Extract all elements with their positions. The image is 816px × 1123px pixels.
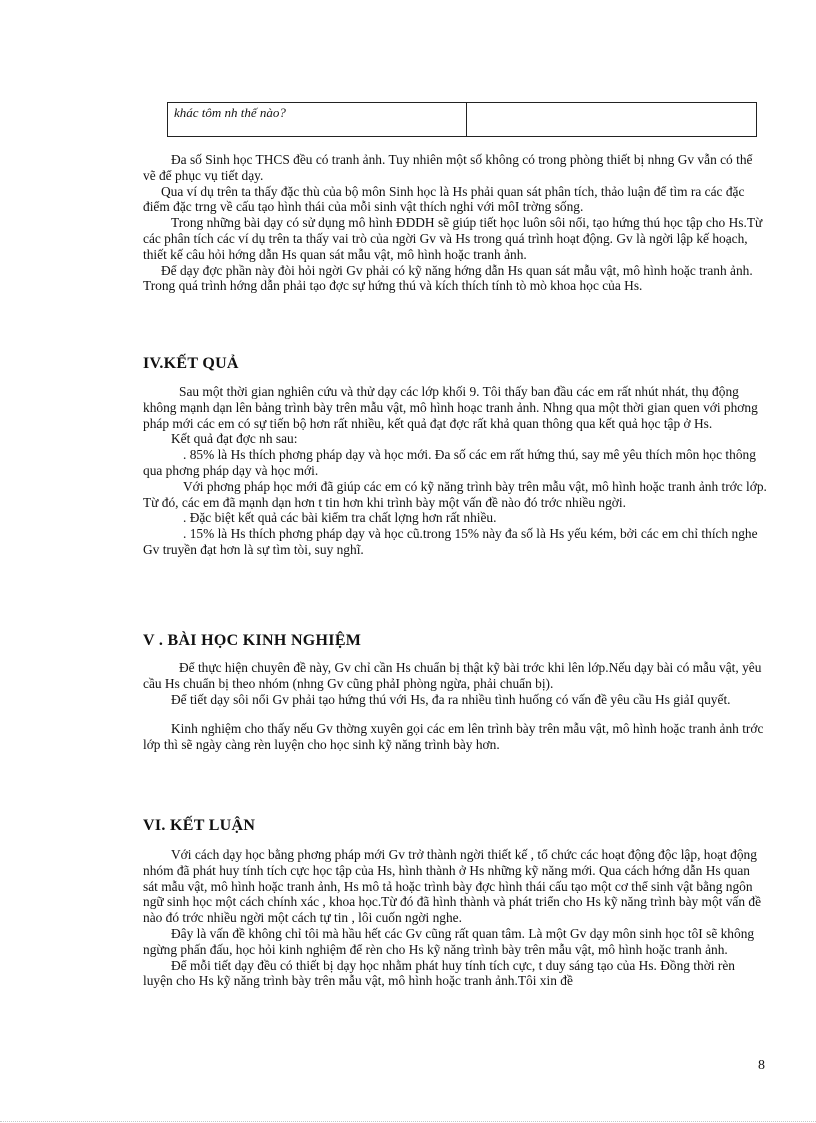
section-heading-ket-luan — [143, 817, 255, 835]
section-ket-qua-body — [143, 384, 768, 558]
body-paragraph: Với cách dạy học bằng phơng pháp mới Gv trở thành ngời thiết kế , tổ chức các hoạt động độc lập, hoạt động nhóm đã phát huy tính tích cực học tập của Hs, hình thành ở Hs những kỹ năng mới. Qua cách hớng dẫn Hs quan sát mẫu vật, mô hình hoặc tranh ảnh, Hs mô tả hoặc trình bày đợc hình thái cấu tạo một cơ thể sinh vật bằng ngôn ngữ sinh học một cách chính xác , khoa học.Từ đó đã hình thành và phát triển cho Hs kỹ năng trình bày một vấn đề nào đó trớc nhiều ngời một cách tự tin , lôi cuốn ngời nghe. — [143, 847, 762, 926]
intro-paragraph: Qua ví dụ trên ta thấy đặc thù của bộ môn Sinh học là Hs phải quan sát phân tích, thảo luận để tìm ra các đặc điểm đặc trng về cấu tạo hình thái của mỗi sinh vật thích nghi với môI trờng sống. — [143, 183, 745, 215]
intro-paragraph: Đa số Sinh học THCS đều có tranh ảnh. Tuy nhiên một số không có trong phòng thiết bị nhng Gv vẫn có thể vẽ để phục vụ tiết dạy. — [143, 152, 753, 183]
section-title: KẾT QUẢ — [163, 355, 239, 372]
body-paragraph: . 15% là Hs thích phơng pháp dạy và học cũ.trong 15% này đa số là Hs yếu kém, bởi các em chỉ thích nghe Gv truyền đạt hơn là sự tìm tòi, suy nghĩ. — [143, 526, 758, 557]
intro-paragraph: Để dạy đợc phần này đòi hỏi ngời Gv phải có kỹ năng hớng dẫn Hs quan sát mẫu vật, mô hình hoặc tranh ảnh. Trong quá trình hớng dẫn phải tạo đợc sự hứng thú và kích thích tính tò mò khoa học của Hs. — [143, 262, 753, 294]
page-bottom-divider — [0, 1121, 816, 1122]
section-number: VI. — [143, 817, 166, 834]
table-row — [168, 103, 757, 137]
section-heading-ket-qua — [143, 355, 239, 373]
body-paragraph: Để mỗi tiết dạy đều có thiết bị dạy học nhằm phát huy tính tích cực, t duy sáng tạo của Hs. Đồng thời rèn luyện cho Hs kỹ năng trình bày trên mẫu vật, mô hình hoặc tranh ảnh.Tôi xin đề — [143, 957, 735, 989]
intro-paragraph: Trong những bài dạy có sử dụng mô hình ĐDDH sẽ giúp tiết học luôn sôi nổi, tạo hứng thú học tập cho Hs.Từ các phân tích các ví dụ trên ta thấy vai trò của ngời Gv và Hs trong quá trình hoạt động. Gv là ngời lập kế hoạch, thiết kế câu hỏi hớng dẫn Hs quan sát mẫu vật, mô hình hoặc tranh ảnh. — [143, 215, 763, 262]
table-fragment — [167, 102, 757, 137]
section-bai-hoc-body — [143, 660, 768, 753]
intro-section — [143, 152, 768, 294]
page-number: 8 — [758, 1058, 765, 1073]
table-cell-question: khác tôm nh thế nào? — [168, 103, 467, 137]
section-title: BÀI HỌC KINH NGHIỆM — [167, 632, 362, 649]
table-cell-empty — [467, 103, 757, 137]
body-paragraph: Kết quả đạt đợc nh sau: — [171, 431, 298, 447]
body-paragraph: Với phơng pháp học mới đã giúp các em có kỹ năng trình bày trên mẫu vật, mô hình hoặc tranh ảnh trớc lớp. Từ đó, các em đã mạnh dạn hơn t tin hơn khi trình bày một vấn đề nào đó trớc nhiều ngời. — [143, 478, 767, 510]
section-ket-luan-body — [143, 847, 768, 989]
body-paragraph: Đây là vấn đề không chỉ tôi mà hầu hết các Gv cũng rất quan tâm. Là một Gv dạy môn sinh học tôI sẽ không ngừng phấn đấu, học hỏi kinh nghiệm để rèn cho Hs kỹ năng trình bày trên mẫu vật, mô hình hoặc tranh ảnh. — [143, 925, 755, 957]
body-paragraph: . Đặc biệt kết quả các bài kiểm tra chất lợng hơn rất nhiều. — [183, 510, 497, 526]
body-paragraph: . 85% là Hs thích phơng pháp dạy và học mới. Đa số các em rất hứng thú, say mê yêu thích môn học thông qua phơng pháp dạy và học mới. — [143, 447, 756, 478]
section-heading-bai-hoc-kinh-nghiem — [143, 632, 361, 650]
section-title: KẾT LUẬN — [170, 817, 256, 834]
body-paragraph: Sau một thời gian nghiên cứu và thử dạy các lớp khối 9. Tôi thấy ban đầu các em rất nhút nhát, thụ động không mạnh dạn lên bảng trình bày trên mẫu vật, mô hình hoạc tranh ảnh. Nhng qua một thời gian quen với phơng pháp mới các em có sự tiến bộ hơn rất nhiều, kết quả đạt đợc rất khả quan thông qua kết quả học tập ở Hs. — [143, 384, 758, 431]
section-number: V . — [143, 632, 164, 649]
body-paragraph: Để tiết dạy sôi nổi Gv phải tạo hứng thú với Hs, đa ra nhiều tình huống có vấn đề yêu cầu Hs giảI quyết. — [171, 691, 731, 707]
section-number: IV. — [143, 355, 164, 372]
body-paragraph: Kinh nghiệm cho thấy nếu Gv thờng xuyên gọi các em lên trình bày trên mẫu vật, mô hình hoặc tranh ảnh trớc lớp thì sẽ ngày càng rèn luyện cho học sinh kỹ năng trình bày hơn. — [143, 721, 764, 753]
body-paragraph: Để thực hiện chuyên đề này, Gv chỉ cần Hs chuẩn bị thật kỹ bài trớc khi lên lớp.Nếu dạy bài có mẫu vật, yêu cầu Hs chuẩn bị theo nhóm (nhng Gv cũng phảI phòng ngừa, phải chuẩn bị). — [143, 660, 762, 691]
